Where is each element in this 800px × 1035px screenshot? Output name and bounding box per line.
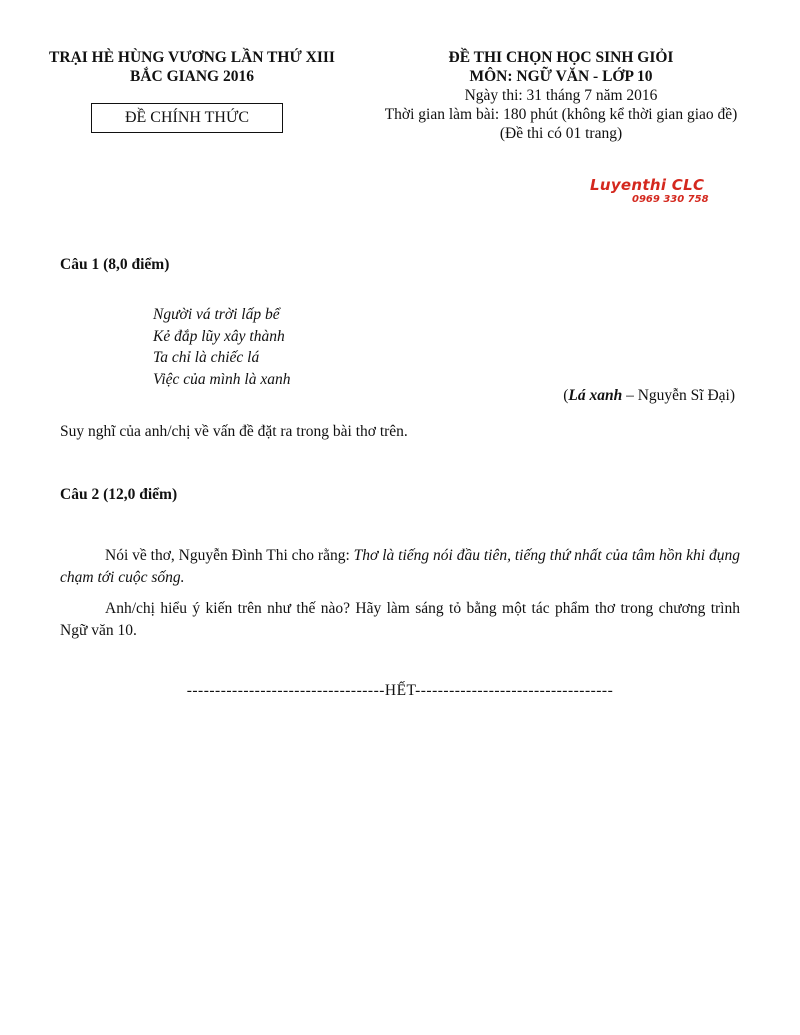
official-label: ĐỀ CHÍNH THỨC xyxy=(124,109,250,126)
camp-name: TRẠI HÈ HÙNG VƯƠNG LẦN THỨ XIII xyxy=(49,49,335,66)
brand-name: Luyenthi CLC xyxy=(590,176,705,194)
poem-line: Kẻ đắp lũy xây thành xyxy=(153,327,285,345)
poem-attribution xyxy=(563,387,735,405)
exam-subject: MÔN: NGỮ VĂN - LỚP 10 xyxy=(469,68,653,85)
exam-title: ĐỀ THI CHỌN HỌC SINH GIỎI xyxy=(448,49,674,66)
question1-heading: Câu 1 (8,0 điểm) xyxy=(60,256,170,273)
exam-page-count: (Đề thi có 01 trang) xyxy=(499,125,623,142)
poem-line: Việc của mình là xanh xyxy=(153,370,291,388)
exam-duration: Thời gian làm bài: 180 phút (không kể thời gian giao đề) xyxy=(384,106,738,123)
question2-heading: Câu 2 (12,0 điểm) xyxy=(60,486,178,503)
question2-paragraph2: Anh/chị hiểu ý kiến trên như thế nào? Hãy làm sáng tỏ bằng một tác phẩm thơ trong chương trình Ngữ văn 10. xyxy=(60,600,740,639)
poem-line: Người vá trời lấp bể xyxy=(153,306,280,323)
poem xyxy=(153,304,290,390)
header-right xyxy=(356,48,766,143)
poem-title: Lá xanh xyxy=(568,387,623,404)
quote-text: Thơ là tiếng nói đầu tiên, tiếng thứ nhất của tâm hồn khi đụng chạm tới cuộc sống. xyxy=(60,547,740,586)
attribution-open: ( xyxy=(563,387,569,404)
header-left xyxy=(30,48,354,86)
brand-phone: 0969 330 758 xyxy=(632,194,709,205)
question1-task: Suy nghĩ của anh/chị về vấn đề đặt ra trong bài thơ trên. xyxy=(60,423,408,440)
poem-line: Ta chỉ là chiếc lá xyxy=(153,349,260,366)
brand-watermark xyxy=(588,176,738,206)
official-label-box xyxy=(91,103,283,133)
end-marker: -----------------------------------HẾT----------------------------------- xyxy=(186,682,614,699)
poem-author: – Nguyễn Sĩ Đại) xyxy=(622,387,735,404)
question2-paragraph1 xyxy=(60,545,740,589)
quote-intro: Nói về thơ, Nguyễn Đình Thi cho rằng: xyxy=(105,547,354,564)
exam-date: Ngày thi: 31 tháng 7 năm 2016 xyxy=(464,87,658,104)
camp-location: BẮC GIANG 2016 xyxy=(129,68,254,85)
